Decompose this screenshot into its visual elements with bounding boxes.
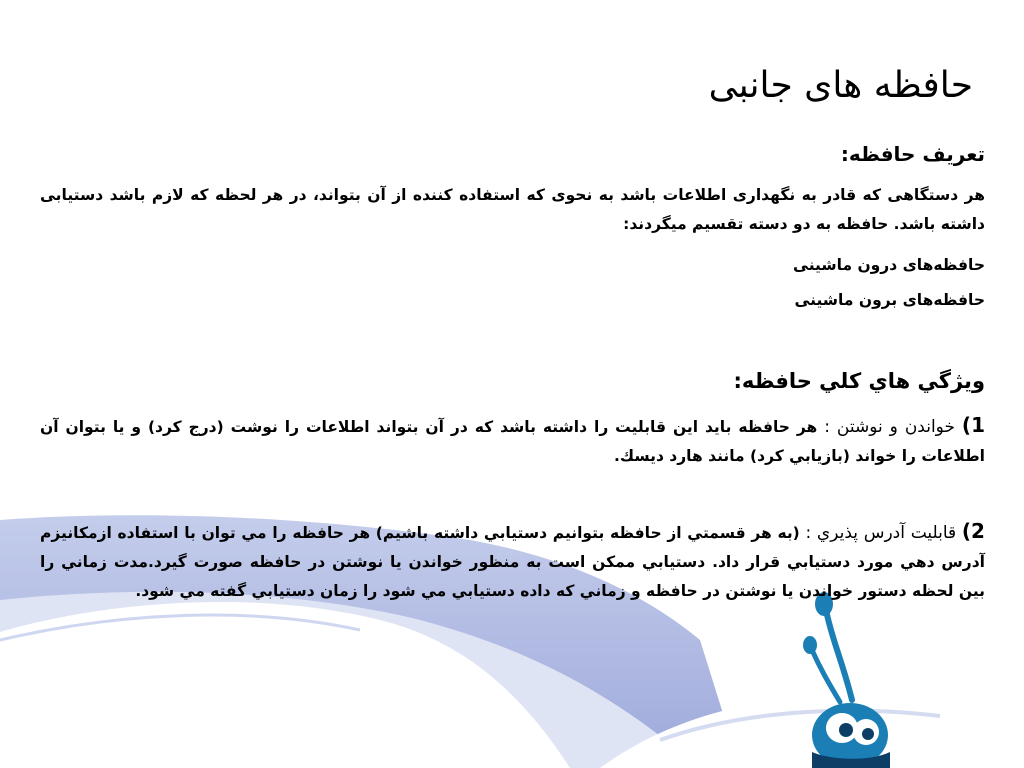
feature-item-addressability <box>40 517 985 606</box>
definition-heading: تعریف حافظه: <box>840 142 985 166</box>
feature-description: هر حافظه بايد اين قابليت را داشته باشد كه در آن بتواند اطلاعات را نوشت (درج كرد) و يا بتوان آن اطلاعات را خواند (بازيابي كرد) مانند هارد ديسك. <box>40 418 985 465</box>
slide-title: حافظه های جانبی <box>708 65 973 106</box>
feature-title: قابليت آدرس پذيري : <box>805 523 957 543</box>
feature-title: خواندن و نوشتن : <box>824 417 955 437</box>
feature-description: (به هر قسمتي از حافظه بتوانيم دستيابي داشته باشيم) هر حافظه را مي توان با استفاده ازمكانيزم آدرس دهي مورد دستيابي قرار داد. دستيابي ممكن است به منظور خواندن يا نوشتن در حافظه صورت گيرد.مدت زماني را بين لحظه دستور خواندن يا نوشتن در حافظه و زماني كه داده دستيابي مي شود را زمان دستيابي گفته مي شود. <box>40 524 985 600</box>
definition-text: هر دستگاهی که قادر به نگهداری اطلاعات باشد به نحوی که استفاده کننده از آن بتواند، در هر لحظه که لازم باشد دستیابی داشته باشد. حافظه به دو دسته تقسیم میگردند: <box>40 186 985 233</box>
memory-type-internal: حافظه‌های درون ماشینی <box>793 256 985 274</box>
feature-item-read-write <box>40 411 985 471</box>
feature-number: 1) <box>961 413 985 437</box>
slide-content <box>40 0 985 768</box>
feature-number: 2) <box>961 519 985 543</box>
features-heading: ويژگي هاي كلي حافظه: <box>733 369 985 393</box>
memory-type-external: حافظه‌های برون ماشینی <box>794 291 985 309</box>
